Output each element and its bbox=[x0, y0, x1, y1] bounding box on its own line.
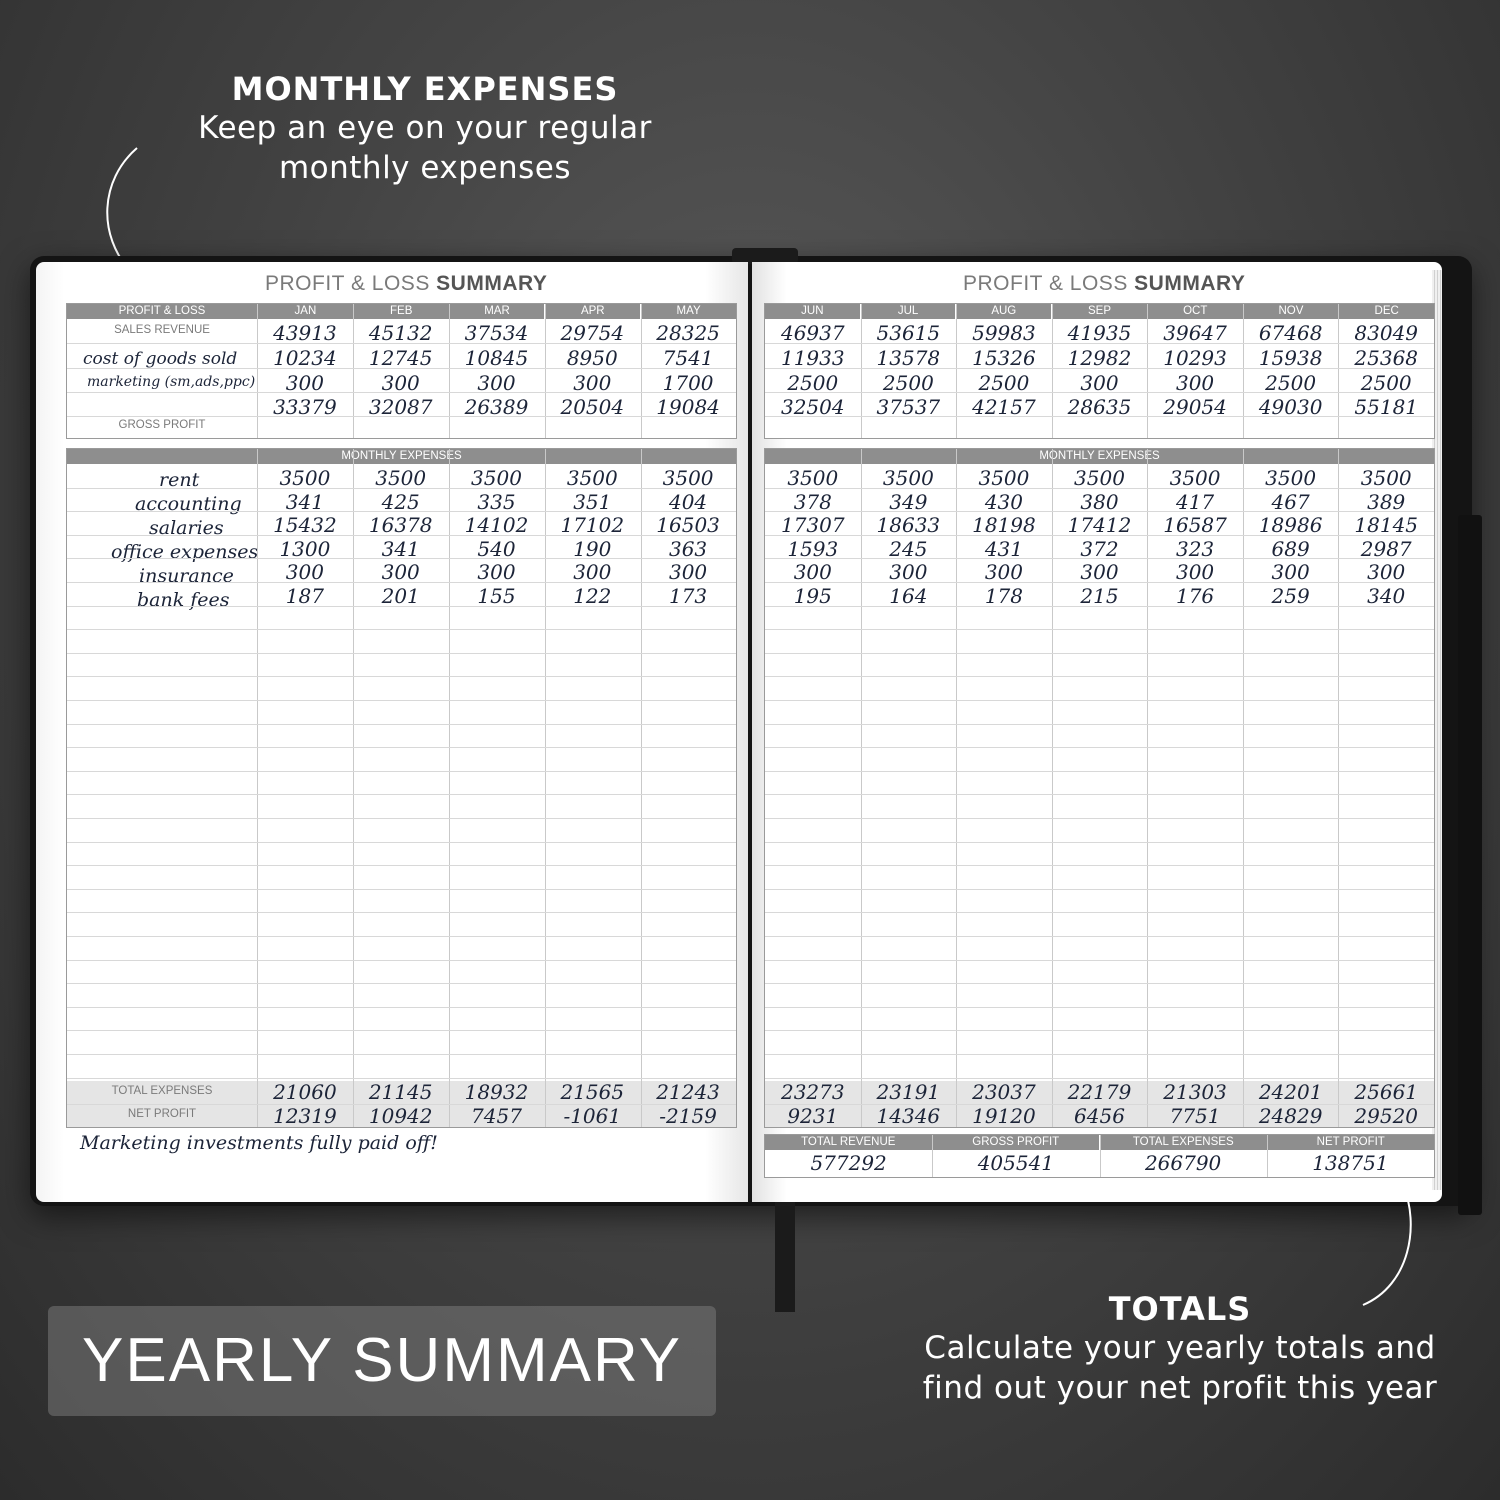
total-expenses-value: 23273 bbox=[780, 1080, 845, 1104]
pl-value: 29054 bbox=[1163, 395, 1227, 419]
pl-value: 2500 bbox=[978, 371, 1030, 395]
expense-value: 300 bbox=[668, 560, 708, 585]
net-profit-value: 12319 bbox=[273, 1104, 337, 1128]
expense-value: 2987 bbox=[1360, 536, 1412, 561]
pl-value: 53615 bbox=[876, 321, 941, 345]
net-profit-value: -1061 bbox=[563, 1104, 622, 1128]
row-line bbox=[67, 771, 736, 772]
total-expenses-value: 18932 bbox=[464, 1080, 529, 1104]
expense-value: 3500 bbox=[662, 466, 714, 490]
expense-value: 1593 bbox=[787, 536, 839, 561]
row-line bbox=[765, 842, 1434, 843]
expense-value: 164 bbox=[889, 584, 928, 608]
expense-label: rent bbox=[159, 469, 200, 491]
expense-value: 3500 bbox=[978, 466, 1030, 490]
pl-value: 59983 bbox=[972, 321, 1036, 345]
callout-title: MONTHLY EXPENSES bbox=[231, 70, 619, 108]
pl-value: 13578 bbox=[876, 346, 941, 370]
expense-value: 430 bbox=[984, 489, 1024, 514]
expense-value: 389 bbox=[1367, 489, 1406, 514]
net-profit-value: 24829 bbox=[1258, 1104, 1323, 1128]
page-title-left bbox=[265, 272, 547, 296]
expense-value: 363 bbox=[668, 536, 708, 561]
expense-label: salaries bbox=[149, 517, 224, 539]
column-header: OCT bbox=[1148, 304, 1244, 319]
column-header: AUG bbox=[956, 304, 1052, 319]
expense-value: 378 bbox=[793, 489, 832, 514]
row-line bbox=[67, 983, 736, 984]
expense-value: 431 bbox=[984, 536, 1024, 561]
row-line bbox=[765, 1007, 1434, 1008]
pl-value: 28325 bbox=[656, 321, 720, 345]
expense-value: 215 bbox=[1080, 584, 1119, 608]
row-line bbox=[765, 936, 1434, 937]
expense-value: 1300 bbox=[279, 536, 331, 561]
pl-value: 300 bbox=[573, 371, 612, 395]
pl-value: 10845 bbox=[464, 346, 529, 370]
expense-value: 3500 bbox=[375, 466, 427, 490]
row-label: cost of goods sold bbox=[83, 349, 238, 369]
pl-value: 32087 bbox=[368, 395, 433, 419]
net-profit-label: NET PROFIT bbox=[127, 1108, 197, 1120]
total-expenses-value: 21145 bbox=[368, 1080, 433, 1104]
pl-value: 300 bbox=[477, 371, 516, 395]
yearly-total-value: 405541 bbox=[977, 1151, 1055, 1175]
expense-value: 341 bbox=[285, 489, 324, 514]
net-profit-value: 14346 bbox=[876, 1104, 941, 1128]
expense-value: 3500 bbox=[1074, 466, 1125, 490]
expense-value: 335 bbox=[477, 489, 516, 514]
row-label: marketing (sm,ads,ppc) bbox=[87, 374, 256, 390]
expense-value: 404 bbox=[668, 489, 708, 514]
expense-value: 245 bbox=[889, 536, 928, 561]
expense-value: 17102 bbox=[560, 513, 625, 538]
callout-line: monthly expenses bbox=[278, 150, 572, 186]
expense-value: 3500 bbox=[471, 466, 522, 490]
pl-value: 41935 bbox=[1067, 321, 1132, 345]
pl-value: 300 bbox=[381, 371, 420, 395]
pl-value: 11933 bbox=[780, 346, 845, 370]
expense-value: 3500 bbox=[1265, 466, 1317, 490]
net-profit-value: 19120 bbox=[972, 1104, 1036, 1128]
yearly-total-value: 138751 bbox=[1312, 1151, 1389, 1175]
callout-totals bbox=[870, 1290, 1490, 1408]
totals-header-cell: GROSS PROFIT bbox=[933, 1135, 1101, 1150]
pl-value: 83049 bbox=[1354, 321, 1419, 345]
column-header: NOV bbox=[1244, 304, 1340, 319]
row-line bbox=[765, 818, 1434, 819]
expense-value: 340 bbox=[1367, 584, 1406, 608]
pl-value: 67468 bbox=[1258, 321, 1323, 345]
expense-label: office expenses bbox=[111, 541, 259, 563]
expense-value: 3500 bbox=[1360, 466, 1412, 490]
pl-value: 2500 bbox=[882, 371, 934, 395]
expense-value: 300 bbox=[381, 560, 420, 585]
gross-profit-label: GROSS PROFIT bbox=[118, 419, 206, 431]
row-line bbox=[765, 794, 1434, 795]
pl-value: 25368 bbox=[1354, 346, 1419, 370]
total-expenses-value: 25661 bbox=[1354, 1080, 1419, 1104]
pl-value: 32504 bbox=[780, 395, 845, 419]
row-line bbox=[765, 912, 1434, 913]
sales-revenue-label: SALES REVENUE bbox=[114, 324, 210, 336]
callout-monthly-expenses bbox=[140, 70, 710, 188]
callout-line: Keep an eye on your regular bbox=[198, 110, 652, 146]
pl-value: 33379 bbox=[273, 395, 337, 419]
row-line bbox=[765, 747, 1434, 748]
page-title-bold: SUMMARY bbox=[436, 272, 548, 295]
total-expenses-value: 23037 bbox=[972, 1080, 1036, 1104]
pl-value: 19084 bbox=[656, 395, 720, 419]
row-line bbox=[765, 1054, 1434, 1055]
yearly-total-value: 577292 bbox=[810, 1151, 887, 1175]
page-title-right bbox=[963, 272, 1245, 296]
expense-value: 3500 bbox=[882, 466, 934, 490]
pl-value: 49030 bbox=[1258, 395, 1323, 419]
handwritten-note: Marketing investments fully paid off! bbox=[80, 1132, 438, 1154]
expense-value: 300 bbox=[1080, 560, 1119, 585]
row-line bbox=[67, 936, 736, 937]
expense-value: 3500 bbox=[1169, 466, 1221, 490]
pl-value: 2500 bbox=[787, 371, 839, 395]
profit-loss-table-left bbox=[66, 303, 737, 439]
expense-value: 201 bbox=[381, 584, 420, 608]
expense-value: 190 bbox=[573, 536, 612, 561]
monthly-expenses-table-right bbox=[764, 448, 1435, 1128]
expense-value: 14102 bbox=[464, 513, 529, 538]
pl-value: 37537 bbox=[876, 395, 941, 419]
expense-value: 300 bbox=[285, 560, 324, 585]
column-header: MAR bbox=[450, 304, 546, 319]
expenses-header-label: MONTHLY EXPENSES bbox=[1039, 450, 1160, 462]
callout-line: Calculate your yearly totals and bbox=[924, 1330, 1436, 1366]
row-line bbox=[765, 676, 1434, 677]
pl-value: 45132 bbox=[368, 321, 433, 345]
yearly-total-value: 266790 bbox=[1144, 1151, 1222, 1175]
total-expenses-value: 21303 bbox=[1163, 1080, 1227, 1104]
pl-value: 300 bbox=[1175, 371, 1215, 395]
expense-value: 18198 bbox=[972, 513, 1036, 538]
expense-value: 18633 bbox=[876, 513, 941, 538]
pl-value: 1700 bbox=[662, 371, 714, 395]
yearly-totals-table bbox=[764, 1134, 1435, 1178]
expense-value: 300 bbox=[793, 560, 832, 585]
column-header: JUL bbox=[861, 304, 957, 319]
pl-value: 12982 bbox=[1067, 346, 1132, 370]
row-line bbox=[67, 1054, 736, 1055]
pl-value: 46937 bbox=[780, 321, 845, 345]
expense-value: 689 bbox=[1271, 536, 1310, 561]
pl-value: 55181 bbox=[1354, 395, 1419, 419]
total-expenses-value: 24201 bbox=[1258, 1080, 1323, 1104]
column-header: PROFIT & LOSS bbox=[67, 304, 258, 319]
pl-value: 28635 bbox=[1067, 395, 1132, 419]
pl-value: 26389 bbox=[464, 395, 529, 419]
pl-value: 10234 bbox=[273, 346, 337, 370]
pl-value: 39647 bbox=[1163, 321, 1227, 345]
expenses-header-label: MONTHLY EXPENSES bbox=[341, 450, 462, 462]
column-header: JAN bbox=[258, 304, 354, 319]
row-line bbox=[765, 653, 1434, 654]
expense-value: 15432 bbox=[273, 513, 337, 538]
expense-value: 18986 bbox=[1258, 513, 1323, 538]
row-line bbox=[67, 747, 736, 748]
row-line bbox=[67, 1078, 736, 1079]
expense-value: 540 bbox=[477, 536, 516, 561]
expense-value: 300 bbox=[1271, 560, 1310, 585]
column-header: APR bbox=[545, 304, 641, 319]
monthly-expenses-header bbox=[67, 449, 736, 464]
expense-value: 178 bbox=[984, 584, 1024, 608]
expense-value: 176 bbox=[1175, 584, 1215, 608]
pl-value: 2500 bbox=[1265, 371, 1317, 395]
expense-value: 349 bbox=[889, 489, 928, 514]
row-line bbox=[67, 912, 736, 913]
callout-line: find out your net profit this year bbox=[922, 1370, 1438, 1406]
expense-value: 195 bbox=[793, 584, 832, 608]
totals-header-cell: TOTAL REVENUE bbox=[765, 1135, 933, 1150]
expense-label: insurance bbox=[139, 565, 234, 587]
column-header: SEP bbox=[1052, 304, 1148, 319]
monthly-expenses-header bbox=[765, 449, 1434, 464]
profit-loss-header bbox=[765, 304, 1434, 319]
column-header: JUN bbox=[765, 304, 861, 319]
row-line bbox=[67, 889, 736, 890]
pl-value: 300 bbox=[285, 371, 324, 395]
row-line bbox=[67, 629, 736, 630]
expense-label: bank fees bbox=[137, 589, 230, 611]
row-line bbox=[67, 1030, 736, 1031]
totals-header-cell: NET PROFIT bbox=[1316, 1136, 1385, 1148]
expense-value: 323 bbox=[1175, 536, 1215, 561]
page-title-light: PROFIT & LOSS bbox=[963, 272, 1128, 295]
total-expenses-value: 23191 bbox=[876, 1080, 941, 1104]
expense-value: 300 bbox=[889, 560, 928, 585]
pl-value: 29754 bbox=[560, 321, 625, 345]
row-line bbox=[765, 865, 1434, 866]
row-line bbox=[67, 794, 736, 795]
expense-label: accounting bbox=[135, 493, 242, 515]
expense-value: 187 bbox=[285, 584, 324, 608]
expense-value: 3500 bbox=[787, 466, 839, 490]
expense-value: 300 bbox=[573, 560, 612, 585]
row-line bbox=[67, 1007, 736, 1008]
net-profit-value: 10942 bbox=[368, 1104, 433, 1128]
row-line bbox=[67, 724, 736, 725]
pl-value: 42157 bbox=[972, 395, 1036, 419]
pl-value: 8950 bbox=[566, 346, 618, 370]
expense-value: 417 bbox=[1175, 489, 1215, 514]
expense-value: 259 bbox=[1271, 584, 1310, 608]
pl-value: 10293 bbox=[1163, 346, 1227, 370]
pl-value: 37534 bbox=[464, 321, 529, 345]
total-expenses-value: 21243 bbox=[656, 1080, 720, 1104]
row-line bbox=[765, 724, 1434, 725]
net-profit-value: 7751 bbox=[1169, 1104, 1221, 1128]
pl-value: 2500 bbox=[1360, 371, 1412, 395]
expense-value: 155 bbox=[477, 584, 516, 608]
totals-header-cell: TOTAL EXPENSES bbox=[1100, 1135, 1268, 1150]
expense-value: 372 bbox=[1080, 536, 1119, 561]
row-line bbox=[765, 1078, 1434, 1079]
row-line bbox=[765, 960, 1434, 961]
net-profit-value: 29520 bbox=[1354, 1104, 1419, 1128]
expense-value: 3500 bbox=[279, 466, 331, 490]
total-expenses-label: TOTAL EXPENSES bbox=[111, 1085, 213, 1097]
callout-title: TOTALS bbox=[1108, 1290, 1252, 1328]
expense-value: 16587 bbox=[1163, 513, 1227, 538]
pl-value: 15938 bbox=[1258, 346, 1323, 370]
row-line bbox=[765, 629, 1434, 630]
monthly-expenses-table-left bbox=[66, 448, 737, 1128]
profit-loss-table-right bbox=[764, 303, 1435, 439]
row-line bbox=[67, 865, 736, 866]
page-title-light: PROFIT & LOSS bbox=[265, 272, 430, 295]
pl-value: 43913 bbox=[273, 321, 337, 345]
row-line bbox=[67, 842, 736, 843]
expense-value: 17412 bbox=[1067, 513, 1132, 538]
expense-value: 425 bbox=[381, 489, 420, 514]
expense-value: 173 bbox=[668, 584, 708, 608]
yearly-summary-badge: YEARLY SUMMARY bbox=[48, 1306, 716, 1416]
page-title-bold: SUMMARY bbox=[1134, 272, 1246, 295]
net-profit-value: 6456 bbox=[1074, 1104, 1125, 1128]
row-line bbox=[765, 1030, 1434, 1031]
net-profit-value: 9231 bbox=[787, 1104, 839, 1128]
pl-value: 300 bbox=[1080, 371, 1119, 395]
total-expenses-value: 21060 bbox=[273, 1080, 337, 1104]
column-header: FEB bbox=[354, 304, 450, 319]
profit-loss-header bbox=[67, 304, 736, 319]
row-line bbox=[765, 771, 1434, 772]
expense-value: 467 bbox=[1271, 489, 1310, 514]
pl-value: 12745 bbox=[368, 346, 433, 370]
pl-value: 20504 bbox=[560, 395, 625, 419]
column-header: DEC bbox=[1374, 305, 1399, 317]
expense-value: 300 bbox=[1175, 560, 1215, 585]
row-line bbox=[67, 960, 736, 961]
row-line bbox=[67, 653, 736, 654]
row-line bbox=[765, 983, 1434, 984]
row-line bbox=[765, 700, 1434, 701]
expense-value: 351 bbox=[573, 489, 612, 514]
expense-value: 3500 bbox=[566, 466, 618, 490]
total-expenses-value: 21565 bbox=[560, 1080, 625, 1104]
row-line bbox=[67, 700, 736, 701]
expense-value: 380 bbox=[1080, 489, 1119, 514]
expense-value: 300 bbox=[477, 560, 516, 585]
expense-value: 300 bbox=[1367, 560, 1406, 585]
bookmark-ribbon bbox=[775, 1200, 795, 1312]
row-line bbox=[67, 676, 736, 677]
pl-value: 7541 bbox=[662, 346, 714, 370]
row-line bbox=[765, 889, 1434, 890]
expense-value: 16503 bbox=[656, 513, 720, 538]
expense-value: 122 bbox=[573, 584, 612, 608]
elastic-band bbox=[1458, 515, 1482, 1215]
net-profit-value: -2159 bbox=[659, 1104, 717, 1128]
expense-value: 300 bbox=[984, 560, 1024, 585]
expense-value: 341 bbox=[381, 536, 420, 561]
expense-value: 16378 bbox=[368, 513, 433, 538]
row-line bbox=[67, 818, 736, 819]
expense-value: 17307 bbox=[780, 513, 845, 538]
pl-value: 15326 bbox=[972, 346, 1036, 370]
net-profit-value: 7457 bbox=[471, 1104, 522, 1128]
expense-value: 18145 bbox=[1354, 513, 1419, 538]
total-expenses-value: 22179 bbox=[1067, 1080, 1132, 1104]
column-header: MAY bbox=[676, 305, 701, 317]
